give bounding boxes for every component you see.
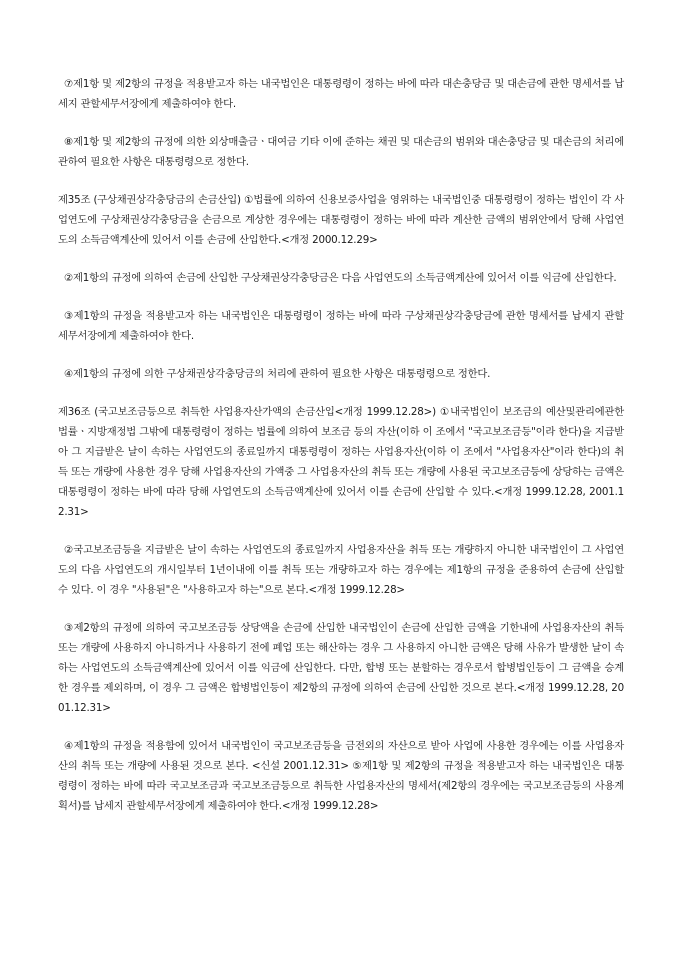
article-36-clause-1: 제36조 (국고보조금등으로 취득한 사업용자산가액의 손금산입<개정 1999.12.28>) ①내국법인이 보조금의 예산및관리에관한법률ㆍ지방재정법 그밖에 대통령령이 정하는 법률에 의하여 보조금 등의 자산(이하 이 조에서 "국고보조금등"이라 한다)을 지급받아 그 지급받은 날이 속하는 사업연도의 종료일까지 대통령령이 정하는 사업용자산(이하 이 조에서 "사업용자산"이라 한다)의 취득 또는 개량에 사용한 경우 당해 사업용자산의 가액중 그 사업용자산의 취득 또는 개량에 사용된 국고보조금등에 상당하는 금액은 대통령령이 정하는 바에 따라 당해 사업연도의 소득금액계산에 있어서 이를 손금에 산입할 수 있다.<개정 1999.12.28, 2001.12.31> bbox=[58, 406, 624, 518]
article-35-clause-2: ②제1항의 규정에 의하여 손금에 산입한 구상채권상각충당금은 다음 사업연도의 소득금액계산에 있어서 이를 익금에 산입한다. bbox=[64, 272, 617, 284]
article-35-clause-1: 제35조 (구상채권상각충당금의 손금산입) ①법률에 의하여 신용보증사업을 영위하는 내국법인중 대통령령이 정하는 법인이 각 사업연도에 구상채권상각충당금을 손금으로 계상한 경우에는 대통령령이 정하는 바에 따라 계산한 금액의 범위안에서 당해 사업연도의 소득금액계산에 있어서 이를 손금에 산입한다.<개정 2000.12.29> bbox=[58, 194, 624, 246]
paragraph-34-8: ⑧제1항 및 제2항의 규정에 의한 외상매출금ㆍ대여금 기타 이에 준하는 채권 및 대손금의 범위와 대손충당금 및 대손금의 처리에 관하여 필요한 사항은 대통령령으로 정한다. bbox=[58, 136, 624, 168]
article-35-clause-3: ③제1항의 규정을 적용받고자 하는 내국법인은 대통령령이 정하는 바에 따라 구상채권상각충당금에 관한 명세서를 납세지 관할세무서장에게 제출하여야 한다. bbox=[58, 310, 624, 342]
law-document bbox=[58, 74, 624, 834]
article-36-clause-4-5: ④제1항의 규정을 적용함에 있어서 내국법인이 국고보조금등을 금전외의 자산으로 받아 사업에 사용한 경우에는 이를 사업용자산의 취득 또는 개량에 사용된 것으로 본다. <신설 2001.12.31> ⑤제1항 및 제2항의 규정을 적용받고자 하는 내국법인은 대통령령이 정하는 바에 따라 국고보조금과 국고보조금등으로 취득한 사업용자산의 명세서(제2항의 경우에는 국고보조금등의 사용계획서)를 납세지 관할세무서장에게 제출하여야 한다.<개정 1999.12.28> bbox=[58, 740, 624, 812]
article-36-clause-2: ②국고보조금등을 지급받은 날이 속하는 사업연도의 종료일까지 사업용자산을 취득 또는 개량하지 아니한 내국법인이 그 사업연도의 다음 사업연도의 개시일부터 1년이내에 이를 취득 또는 개량하고자 하는 경우에는 제1항의 규정을 준용하여 손금에 산입할 수 있다. 이 경우 "사용된"은 "사용하고자 하는"으로 본다.<개정 1999.12.28> bbox=[58, 544, 624, 596]
paragraph-34-7: ⑦제1항 및 제2항의 규정을 적용받고자 하는 내국법인은 대통령령이 정하는 바에 따라 대손충당금 및 대손금에 관한 명세서를 납세지 관할세무서장에게 제출하여야 한다. bbox=[58, 78, 624, 110]
article-36-clause-3: ③제2항의 규정에 의하여 국고보조금등 상당액을 손금에 산입한 내국법인이 손금에 산입한 금액을 기한내에 사업용자산의 취득 또는 개량에 사용하지 아니하거나 사용하기 전에 폐업 또는 해산하는 경우 그 사용하지 아니한 금액은 당해 사유가 발생한 날이 속하는 사업연도의 소득금액계산에 있어서 이를 익금에 산입한다. 다만, 합병 또는 분할하는 경우로서 합병법인등이 그 금액을 승계한 경우를 제외하며, 이 경우 그 금액은 합병법인등이 제2항의 규정에 의하여 손금에 산입한 것으로 본다.<개정 1999.12.28, 2001.12.31> bbox=[58, 622, 624, 714]
article-35-clause-4: ④제1항의 규정에 의한 구상채권상각충당금의 처리에 관하여 필요한 사항은 대통령령으로 정한다. bbox=[64, 368, 491, 380]
